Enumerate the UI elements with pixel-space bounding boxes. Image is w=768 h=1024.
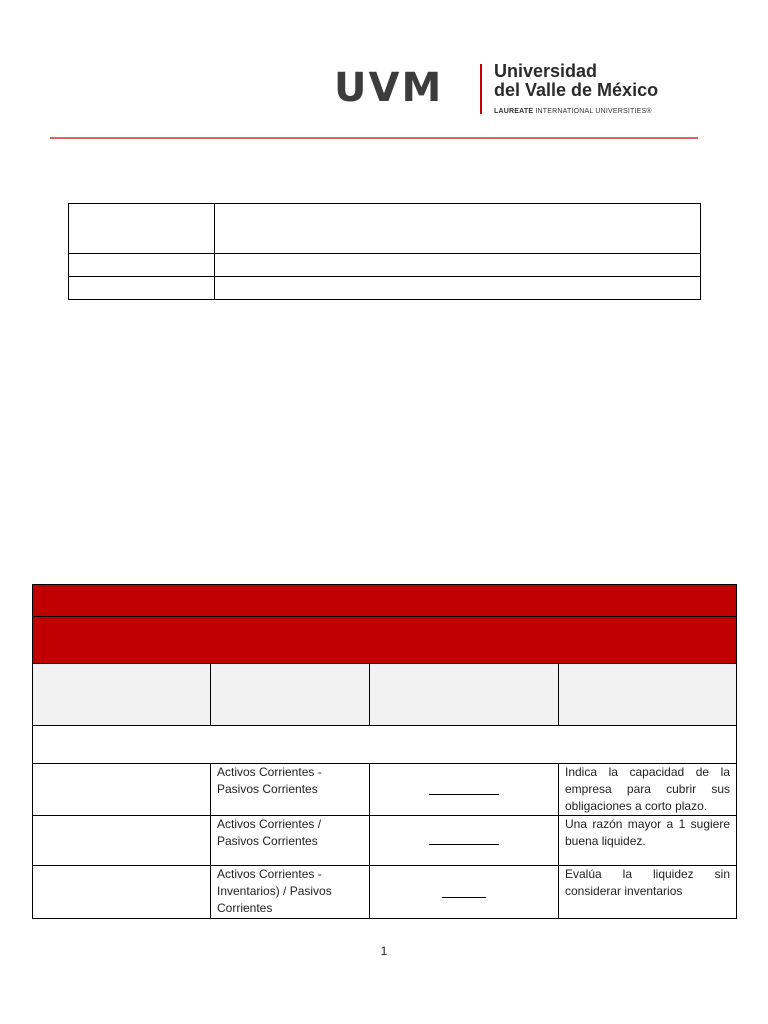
answer-blank-line[interactable]: [442, 897, 486, 898]
table-row: [33, 764, 737, 816]
page-number: 1: [380, 944, 388, 958]
info-label-cell[interactable]: [69, 277, 215, 300]
section-cell: [33, 726, 737, 764]
logo-tag-rest: INTERNATIONAL UNIVERSITIES®: [533, 108, 652, 115]
logo-acronym: UVM: [334, 65, 444, 111]
ratio-table: [32, 584, 737, 919]
table-row: [33, 866, 737, 919]
table-subtitle-row: [33, 617, 737, 664]
result-cell[interactable]: [370, 764, 559, 816]
formula-cell: Activos Corrientes - Pasivos Corrientes: [211, 764, 370, 816]
logo-name-line1: Universidad: [494, 61, 598, 81]
info-value-cell[interactable]: [215, 277, 701, 300]
description-cell: Indica la capacidad de la empresa para cubrir sus obligaciones a corto plazo.: [559, 764, 737, 816]
section-row: [33, 726, 737, 764]
info-row: [69, 254, 701, 277]
result-cell[interactable]: [370, 866, 559, 919]
formula-cell: Activos Corrientes - Inventarios) / Pasivos Corrientes: [211, 866, 370, 919]
info-row: [69, 277, 701, 300]
logo-university-name: [494, 62, 658, 100]
info-value-cell[interactable]: [215, 204, 701, 254]
description-cell: Evalúa la liquidez sin considerar inventarios: [559, 866, 737, 919]
formula-cell: Activos Corrientes / Pasivos Corrientes: [211, 816, 370, 866]
table-title-row: [33, 585, 737, 617]
column-header-row: [33, 664, 737, 726]
table-subtitle-cell: [33, 617, 737, 664]
logo-tag-bold: LAUREATE: [494, 108, 534, 115]
result-cell[interactable]: [370, 816, 559, 866]
logo-tagline: [494, 108, 652, 115]
column-header-cell: [559, 664, 737, 726]
info-label-cell[interactable]: [69, 204, 215, 254]
ratio-name-cell[interactable]: [33, 866, 211, 919]
column-header-cell: [370, 664, 559, 726]
ratio-name-cell[interactable]: [33, 816, 211, 866]
ratio-name-cell[interactable]: [33, 764, 211, 816]
logo-divider: [480, 64, 482, 114]
header-divider: [50, 137, 698, 139]
answer-blank-line[interactable]: [429, 794, 499, 795]
description-cell: Una razón mayor a 1 sugiere buena liquidez.: [559, 816, 737, 866]
info-row: [69, 204, 701, 254]
table-row: [33, 816, 737, 866]
column-header-cell: [33, 664, 211, 726]
info-table: [68, 203, 701, 300]
info-label-cell[interactable]: [69, 254, 215, 277]
table-title-cell: [33, 585, 737, 617]
info-value-cell[interactable]: [215, 254, 701, 277]
answer-blank-line[interactable]: [429, 844, 499, 845]
column-header-cell: [211, 664, 370, 726]
logo-name-line2: del Valle de México: [494, 80, 659, 100]
